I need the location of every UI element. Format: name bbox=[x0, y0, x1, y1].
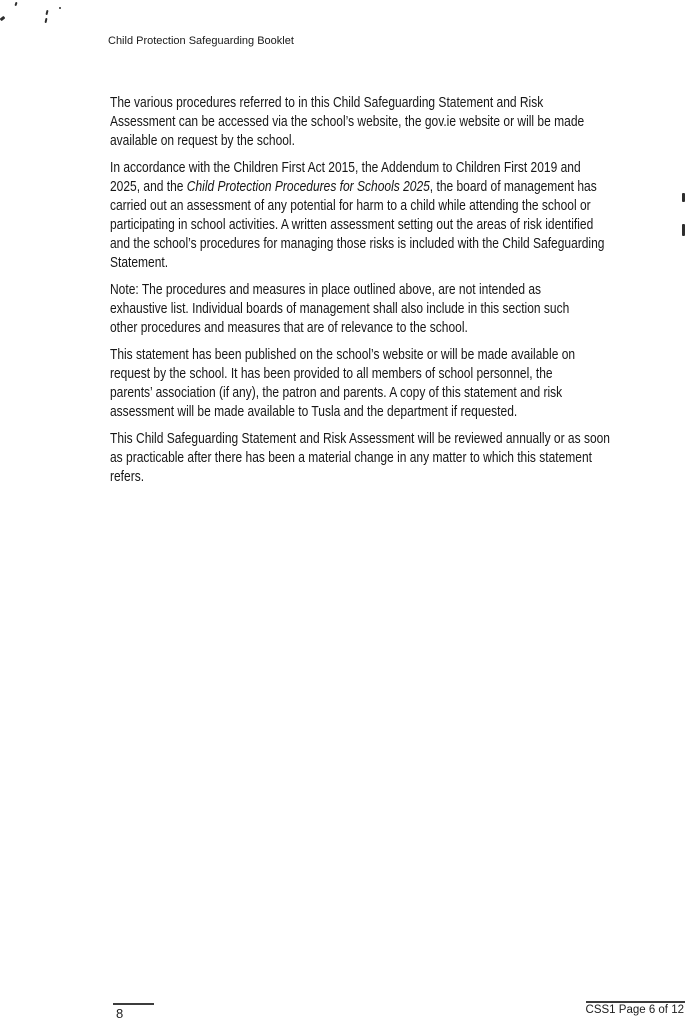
document-body bbox=[110, 94, 685, 495]
paragraph-line: This statement has been published on the school’s website or will be made available on bbox=[110, 347, 576, 363]
scan-speck bbox=[59, 7, 61, 9]
paragraph-line: Note: The procedures and measures in place outlined above, are not intended as bbox=[110, 282, 542, 298]
paragraph-line: carried out an assessment of any potential for harm to a child while attending the school or bbox=[110, 198, 591, 214]
scan-speck bbox=[45, 18, 48, 23]
paragraph-line: as practicable after there has been a material change in any matter to which this statement bbox=[110, 450, 592, 466]
paragraph-procedures-access bbox=[110, 94, 685, 151]
paragraph-line: and the school’s procedures for managing those risks is included with the Child Safeguarding bbox=[110, 236, 605, 252]
paragraph-line: Assessment can be accessed via the school’s website, the gov.ie website or will be made bbox=[110, 114, 585, 130]
paragraph-note bbox=[110, 281, 685, 338]
footer-docref-rule bbox=[586, 1001, 685, 1003]
paragraph-line: Statement. bbox=[110, 255, 169, 271]
paragraph-line: The various procedures referred to in this Child Safeguarding Statement and Risk bbox=[110, 95, 544, 111]
paragraph-line: In accordance with the Children First Act 2015, the Addendum to Children First 2019 and bbox=[110, 160, 581, 176]
paragraph-risk-assessment bbox=[110, 159, 685, 273]
paragraph-line: assessment will be made available to Tusla and the department if requested. bbox=[110, 404, 518, 420]
footer-page-number: 8 bbox=[116, 1006, 124, 1021]
footer-page-number-rule bbox=[113, 1003, 154, 1005]
paragraph-review bbox=[110, 430, 685, 487]
booklet-header-title: Child Protection Safeguarding Booklet bbox=[108, 35, 294, 47]
paragraph-line: parents’ association (if any), the patron and parents. A copy of this statement and risk bbox=[110, 385, 563, 401]
paragraph-publication bbox=[110, 346, 685, 422]
line-segment: 2025, and the bbox=[110, 179, 187, 195]
paragraph-line bbox=[110, 178, 685, 197]
paragraph-line: refers. bbox=[110, 469, 145, 485]
footer-doc-ref: CSS1 Page 6 of 12 bbox=[585, 1004, 684, 1016]
scan-speck bbox=[0, 16, 5, 21]
paragraph-line: exhaustive list. Individual boards of management shall also include in this section such bbox=[110, 301, 570, 317]
scan-speck bbox=[14, 2, 17, 6]
line-segment: , the board of management has bbox=[429, 179, 597, 195]
paragraph-line: This Child Safeguarding Statement and Risk Assessment will be reviewed annually or as soon bbox=[110, 431, 610, 447]
scan-speck bbox=[45, 10, 48, 15]
paragraph-line: available on request by the school. bbox=[110, 133, 295, 149]
paragraph-line: request by the school. It has been provided to all members of school personnel, the bbox=[110, 366, 553, 382]
italic-citation: Child Protection Procedures for Schools 2025 bbox=[186, 179, 430, 195]
paragraph-line: participating in school activities. A written assessment setting out the areas of risk identified bbox=[110, 217, 594, 233]
paragraph-line: other procedures and measures that are of relevance to the school. bbox=[110, 320, 468, 336]
